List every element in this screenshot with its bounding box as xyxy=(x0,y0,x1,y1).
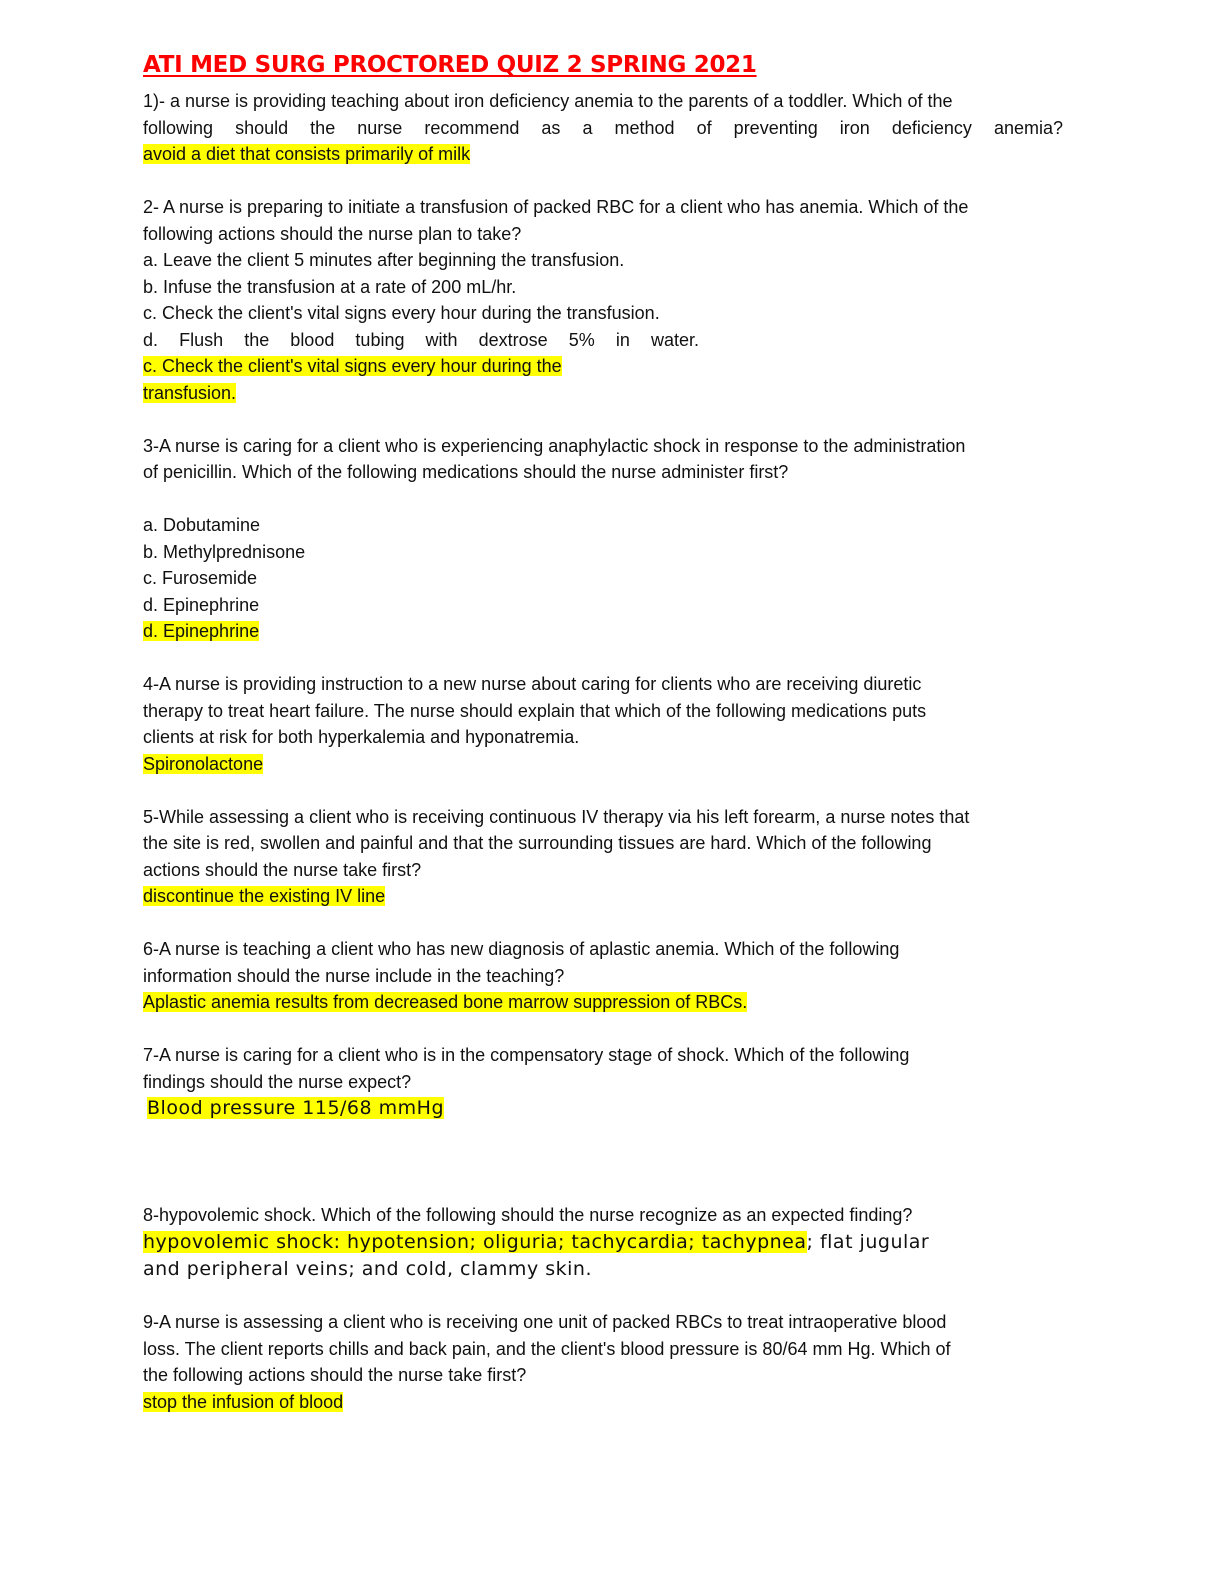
document-title: ATI MED SURG PROCTORED QUIZ 2 SPRING 2021 xyxy=(143,52,757,78)
question-3-stem-line-1: 3-A nurse is caring for a client who is experiencing anaphylactic shock in response to the administration xyxy=(143,435,966,456)
question-1-stem-line-2: following should the nurse recommend as a method of preventing iron deficiency anemia? xyxy=(143,117,1063,138)
question-1 xyxy=(143,88,1063,168)
question-9-stem-line-3: the following actions should the nurse take first? xyxy=(143,1365,527,1385)
question-2-stem-line-2: following actions should the nurse plan to take? xyxy=(143,223,522,244)
question-8-stem-line-1: 8-hypovolemic shock. Which of the following should the nurse recognize as an expected finding? xyxy=(143,1205,913,1225)
question-4-stem-line-3: clients at risk for both hyperkalemia and hyponatremia. xyxy=(143,727,580,747)
question-5-stem-line-1: 5-While assessing a client who is receiving continuous IV therapy via his left forearm, a nurse notes that xyxy=(143,806,970,827)
question-6-stem-line-2: information should the nurse include in the teaching? xyxy=(143,965,565,986)
question-9-answer: stop the infusion of blood xyxy=(143,1391,344,1412)
question-2-answer-line-1: c. Check the client's vital signs every hour during the xyxy=(143,356,562,376)
question-8-answer-rest-1: ; flat jugular xyxy=(806,1230,930,1253)
document-page xyxy=(143,50,1063,1415)
question-4-stem-line-2: therapy to treat heart failure. The nurse should explain that which of the following medications puts xyxy=(143,700,927,721)
question-9 xyxy=(143,1309,1063,1415)
question-8-answer-rest-2: and peripheral veins; and cold, clammy skin. xyxy=(143,1257,592,1280)
question-3-option-a: a. Dobutamine xyxy=(143,515,261,535)
question-2-option-a: a. Leave the client 5 minutes after beginning the transfusion. xyxy=(143,250,625,270)
question-8-answer-highlighted: hypovolemic shock: hypotension; oliguria; tachycardia; tachypnea xyxy=(143,1230,807,1253)
question-2-stem-line-1: 2- A nurse is preparing to initiate a transfusion of packed RBC for a client who has anemia. Which of the xyxy=(143,197,969,217)
question-4-stem-line-1: 4-A nurse is providing instruction to a new nurse about caring for clients who are receiving diuretic xyxy=(143,674,922,694)
question-2-answer-line-2: transfusion. xyxy=(143,382,237,403)
question-5-stem-line-3: actions should the nurse take first? xyxy=(143,859,422,880)
question-3-option-c: c. Furosemide xyxy=(143,568,258,588)
question-3-answer: d. Epinephrine xyxy=(143,621,260,641)
question-2-option-b: b. Infuse the transfusion at a rate of 200 mL/hr. xyxy=(143,276,517,297)
question-6-answer: Aplastic anemia results from decreased bone marrow suppression of RBCs. xyxy=(143,992,748,1012)
question-2 xyxy=(143,194,1063,406)
question-3-option-d: d. Epinephrine xyxy=(143,594,260,615)
question-1-answer: avoid a diet that consists primarily of milk xyxy=(143,144,471,164)
question-3-stem-line-2: of penicillin. Which of the following medications should the nurse administer first? xyxy=(143,462,789,482)
question-7-answer: Blood pressure 115/68 mmHg xyxy=(147,1097,445,1119)
question-3-option-b: b. Methylprednisone xyxy=(143,541,306,562)
question-5-answer: discontinue the existing IV line xyxy=(143,886,386,906)
question-1-stem-line-1: 1)- a nurse is providing teaching about iron deficiency anemia to the parents of a toddler. Which of the xyxy=(143,91,953,111)
question-5-stem-line-2: the site is red, swollen and painful and that the surrounding tissues are hard. Which of the following xyxy=(143,833,932,853)
question-2-option-d: d. Flush the blood tubing with dextrose 5% in water. xyxy=(143,329,699,350)
question-9-stem-line-1: 9-A nurse is assessing a client who is receiving one unit of packed RBCs to treat intraoperative blood xyxy=(143,1312,947,1332)
question-6 xyxy=(143,936,1063,1016)
question-8 xyxy=(143,1202,1063,1283)
question-9-stem-line-2: loss. The client reports chills and back pain, and the client's blood pressure is 80/64 mm Hg. Which of xyxy=(143,1338,951,1359)
question-4 xyxy=(143,671,1063,777)
question-2-option-c: c. Check the client's vital signs every hour during the transfusion. xyxy=(143,303,660,323)
question-7-stem-line-1: 7-A nurse is caring for a client who is in the compensatory stage of shock. Which of the following xyxy=(143,1045,910,1065)
question-6-stem-line-1: 6-A nurse is teaching a client who has new diagnosis of aplastic anemia. Which of the following xyxy=(143,939,900,959)
question-4-answer: Spironolactone xyxy=(143,753,264,774)
question-7 xyxy=(143,1042,1063,1122)
question-7-stem-line-2: findings should the nurse expect? xyxy=(143,1071,412,1092)
question-5 xyxy=(143,804,1063,910)
question-3 xyxy=(143,433,1063,645)
